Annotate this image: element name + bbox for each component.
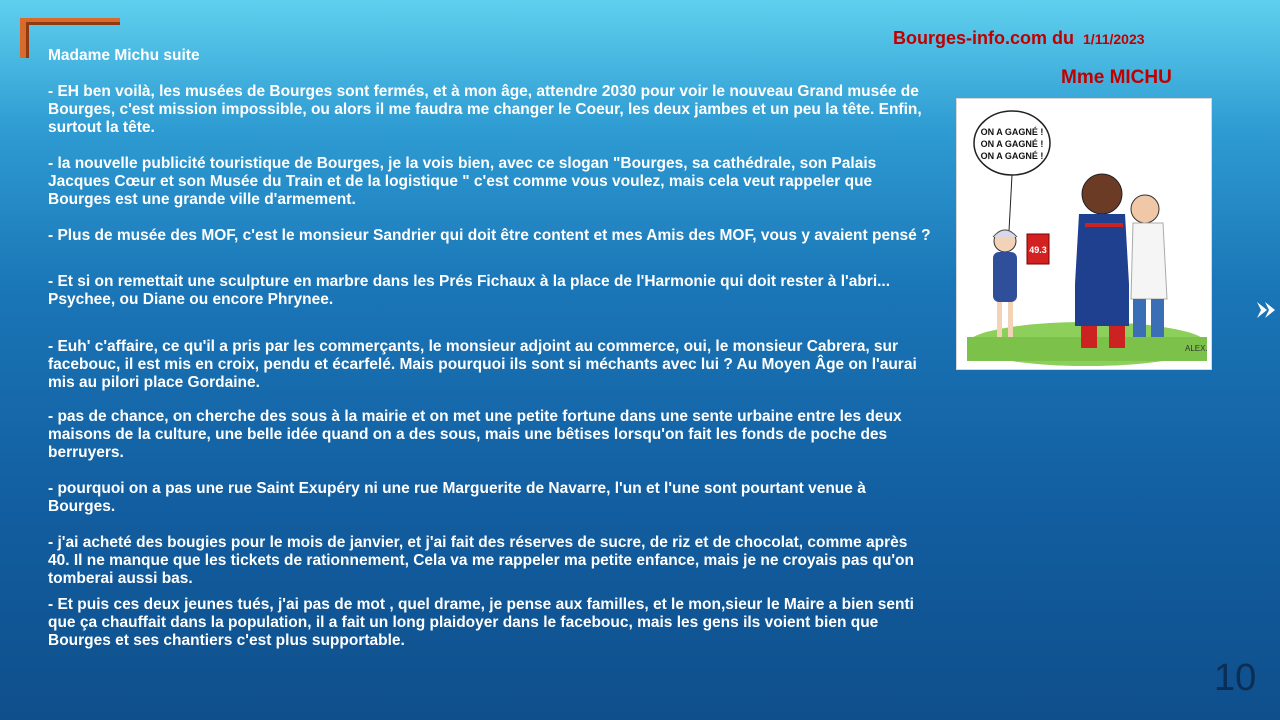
author-name: Mme MICHU	[1061, 67, 1172, 88]
card-label: 49.3	[1029, 245, 1047, 255]
signature: ALEX.	[1185, 344, 1208, 353]
paragraph-8: - j'ai acheté des bougies pour le mois de janvier, et j'ai fait des réserves de sucre, de riz et de chocolat, comme après 40. Il ne manque que les tickets de rationnement, Cela va me rappeler ma petite enfance, mais je ne croyais pas qu'on tomberai aussi bas.	[48, 534, 914, 587]
site-name: Bourges-info.com du	[893, 28, 1074, 48]
paragraph-7: - pourquoi on a pas une rue Saint Exupéry ni une rue Marguerite de Navarre, l'un et l'une sont pourtant venue à Bourges.	[48, 480, 866, 515]
paragraph-6: - pas de chance, on cherche des sous à la mairie et on met une petite fortune dans une sente urbaine entre les deux maisons de la culture, une belle idée quand on a des sous, mais une bêtises lorsqu'on fait les fonds de poche des berruyers.	[48, 408, 902, 461]
cartoon-image	[956, 98, 1212, 370]
site-header	[893, 28, 1145, 49]
speech-line-1: ON A GAGNÉ !	[980, 127, 1044, 137]
paragraph-3: - Plus de musée des MOF, c'est le monsieur Sandrier qui doit être content et mes Amis des MOF, vous y avaient pensé ?	[48, 227, 931, 244]
paragraph-4: - Et si on remettait une sculpture en marbre dans les Prés Fichaux à la place de l'Harmonie qui doit rester à l'abri... Psychee, ou Diane ou encore Phrynee.	[48, 273, 891, 308]
article-body	[48, 47, 933, 650]
paragraph-9: - Et puis ces deux jeunes tués, j'ai pas de mot , quel drame, je pense aux familles, et le mon,sieur le Maire a bien senti que ça chauffait dans la population, il a fait un long plaidoyer dans le facebouc, mais les gens ils voient bien que Bourges et ses chantiers c'est plus supportable.	[48, 596, 914, 649]
publication-date: 1/11/2023	[1083, 31, 1145, 47]
page-number: 10	[1214, 657, 1257, 699]
article-title: Madame Michu suite	[48, 47, 200, 64]
cartoon-drawing	[957, 99, 1211, 369]
speech-line-2: ON A GAGNÉ !	[980, 139, 1044, 149]
chevron-right-icon	[1263, 300, 1280, 320]
speech-line-3: ON A GAGNÉ !	[980, 151, 1044, 161]
paragraph-5: - Euh' c'affaire, ce qu'il a pris par les commerçants, le monsieur adjoint au commerce, oui, le monsieur Cabrera, sur facebouc, il est mis en croix, pendu et écarfelé. Mais pourquoi ils sont si méchants avec lui ? Au Moyen Âge on l'aurai mis au pilori place Gordaine.	[48, 338, 917, 391]
paragraph-2: - la nouvelle publicité touristique de Bourges, je la vois bien, avec ce slogan "Bourges, sa cathédrale, son Palais Jacques Cœur et son Musée du Train et de la logistique " c'est comme vous voulez, mais cela veut rappeler que Bourges est une grande ville d'armement.	[48, 155, 877, 208]
paragraph-1: - EH ben voilà, les musées de Bourges sont fermés, et à mon âge, attendre 2030 pour voir le nouveau Grand musée de Bourges, c'est mission impossible, ou alors il me faudra me changer le Coeur, les deux jambes et un peu la tête. Enfin, surtout la tête.	[48, 83, 922, 136]
